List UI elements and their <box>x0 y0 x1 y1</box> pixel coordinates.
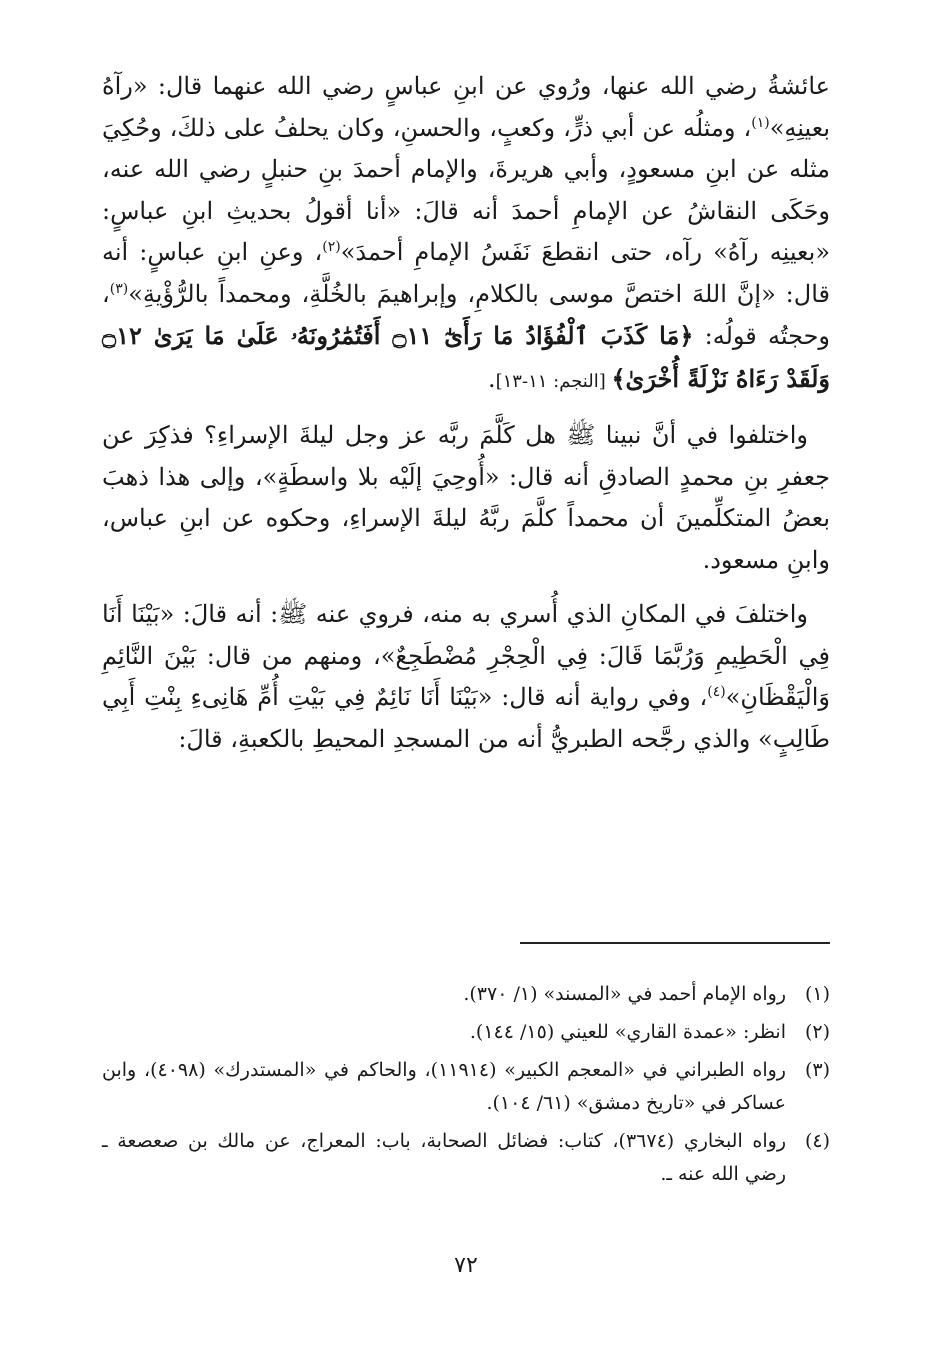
footnote-separator <box>520 942 830 944</box>
footnote-reference: (٤) <box>707 684 726 700</box>
verse-citation: [النجم: ١١-١٣] <box>495 370 612 392</box>
paragraph <box>102 594 830 760</box>
footnote-number: (١) <box>804 983 830 1005</box>
footnote-number: (٤) <box>804 1130 830 1152</box>
text-segment: واختلفَ في المكانِ الذي أُسري به منه، فروي عنه ﷺ: أنه قالَ: «بَيْنَا أَنَا فِي الْحَطِيمِ وَرُبَّمَا قَالَ: فِي الْحِجْرِ مُضْطَجِعٌ»، ومنهم من قال: بَيْنَ النَّائِمِ وَالْيَقْظَانِ» <box>102 600 830 711</box>
footnote-text: رواه الإمام أحمد في «المسند» (١/ ٣٧٠). <box>463 983 786 1005</box>
text-segment: واختلفوا في أنَّ نبينا ﷺ هل كَلَّمَ ربَّه عز وجل ليلةَ الإسراءِ؟ فذكِرَ عن جعفرِ بنِ محمدٍ الصادقِ أنه قال: «أُوحِيَ إلَيْه بلا واسطَةٍ»، وإلى هذا ذهبَ بعضُ المتكلِّمينَ أن محمداً كلَّمَ ربَّهُ ليلةَ الإسراءِ، وحكوه عن ابنِ عباس، وابنِ مسعود. <box>102 421 830 574</box>
text-segment: عائشةُ رضي الله عنها، ورُوي عن ابنِ عباسٍ رضي الله عنهما قال: «رآهُ بعينِهِ» <box>102 72 830 142</box>
main-text <box>102 66 830 760</box>
footnote-number: (٣) <box>804 1059 830 1081</box>
text-segment: ، ومثلُه عن أبي ذرٍّ، وكعبٍ، والحسنِ، وكان يحلفُ على ذلكَ، وحُكِيَ مثله عن ابنِ مسعودٍ، وأبي هريرةَ، والإمام أحمدَ بنِ حنبلٍ رضي الله عنه، وحَكَى النقاشُ عن الإمامِ أحمدَ أنه قالَ: «أنا أقولُ بحديثِ ابنِ عباسٍ: «بعينِه رآهُ» رآه، حتى انقطعَ نَفَسُ الإمامِ أحمدَ» <box>102 113 831 266</box>
footnote-reference: (١) <box>751 114 770 131</box>
footnote-reference: (٢) <box>322 239 341 255</box>
page-number: ٧٢ <box>454 1253 478 1278</box>
text-segment: ، وفي رواية أنه قال: «بَيْنَا أَنَا نَائِمٌ فِي بَيْتِ أُمِّ هَانِىءِ بِنْتِ أَبِي طَالِبٍ» والذي رجَّحه الطبريُّ أنه من المسجدِ المحيطِ بالكعبةِ، قالَ: <box>102 683 830 753</box>
footnote-text: رواه الطبراني في «المعجم الكبير» (١١٩١٤)، والحاكم في «المستدرك» (٤٠٩٨)، وابن عساكر في «تاريخ دمشق» (٦١/ ١٠٤). <box>102 1059 786 1114</box>
footnote-item <box>102 1054 830 1120</box>
text-segment: . <box>487 364 496 393</box>
footnote-text: انظر: «عمدة القاري» للعيني (١٥/ ١٤٤). <box>469 1021 786 1043</box>
text-segment: ، وعنِ ابنِ عباسٍ: أنه قال: «إنَّ اللهَ اختصَّ موسى بالكلامِ، وإبراهيمَ بالخُلَّةِ، ومحمداً بالرُّؤْيةِ» <box>102 238 830 308</box>
paragraph <box>102 66 830 402</box>
footnotes <box>102 978 830 1196</box>
footnote-reference: (٣) <box>109 280 129 297</box>
footnote-item <box>102 1016 830 1049</box>
footnote-item <box>102 978 830 1011</box>
quran-verse: ﴿مَا كَذَبَ ٱلْفُؤَادُ مَا رَأَىٰٓ ۝١١ أَفَتُمَٰرُونَهُۥ عَلَىٰ مَا يَرَىٰ ۝١٢ وَلَقَدْ رَءَاهُ نَزْلَةً أُخْرَىٰ﴾ <box>102 321 830 393</box>
footnote-text: رواه البخاري (٣٦٧٤)، كتاب: فضائل الصحابة، باب: المعراج، عن مالك بن صعصعة ـ رضي الله عنه ـ. <box>102 1130 786 1185</box>
footnote-item <box>102 1125 830 1191</box>
paragraph <box>102 415 830 581</box>
text-segment: ، وحجتُه قولُه: <box>102 279 831 350</box>
footnote-number: (٢) <box>804 1021 830 1043</box>
